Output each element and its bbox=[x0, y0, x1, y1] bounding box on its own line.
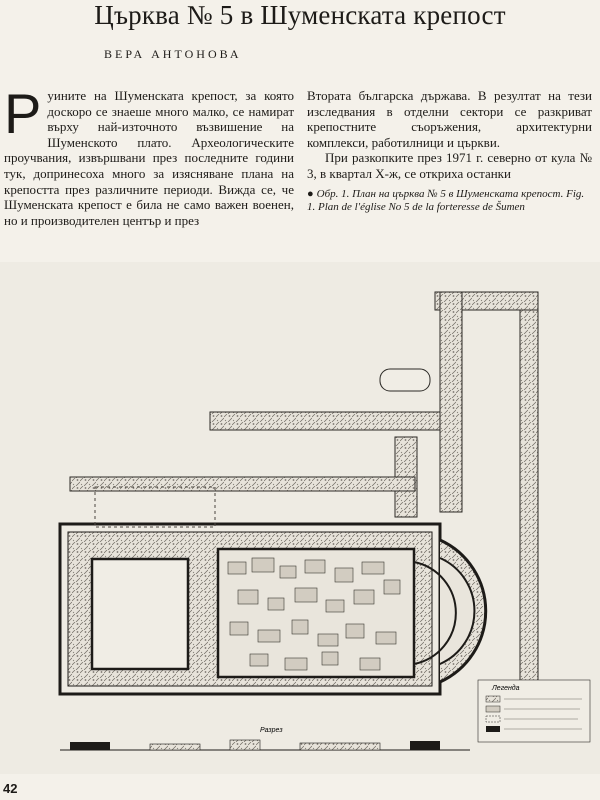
legend-title: Легенда bbox=[492, 685, 520, 692]
inner-east-wall bbox=[440, 292, 462, 512]
author-name: ВЕРА АНТОНОВА bbox=[104, 47, 242, 61]
plan-legend bbox=[478, 680, 590, 742]
drop-cap: Р bbox=[4, 82, 42, 145]
church-plan-figure bbox=[0, 262, 600, 774]
upper-courtyard-wall bbox=[70, 477, 415, 491]
right-column-paragraph-2: При разкопките през 1971 г. северно от кула № 3, в квартал Х-ж, се откриха останки bbox=[307, 150, 592, 181]
courtyard-outline bbox=[95, 487, 215, 527]
left-column bbox=[4, 82, 294, 228]
caption-text: Обр. 1. План на църква № 5 в Шуменската крепост. Fig. 1. Plan de l'église No 5 de la forteresse de Šumen bbox=[307, 188, 585, 213]
right-column bbox=[307, 88, 592, 182]
grave-outline bbox=[380, 369, 430, 391]
north-boundary-wall bbox=[210, 412, 460, 430]
section-label: Разрез bbox=[260, 727, 283, 734]
page-number: 42 bbox=[3, 781, 18, 796]
article-title: Църква № 5 в Шуменската крепост bbox=[94, 0, 506, 30]
narthex-room bbox=[92, 559, 188, 669]
left-column-text: уините на Шуменската крепост, за която доскоро се знаеше много малко, се намират върху най-източното възвишение на Шуменското плато. Археологическите проучвания, извършвани през последните години тук, допринесоха много за изясняване плана на крепостта през различните периоди. Вижда се, че Шуменската крепост е била не само важен военен, но и производителен център и през bbox=[4, 88, 294, 228]
caption-bullet-icon: ● bbox=[307, 188, 314, 200]
section-profile bbox=[60, 727, 470, 750]
church-plan-drawing bbox=[0, 262, 600, 774]
right-column-paragraph-1: Втората българска държава. В резултат на тези изследвания в отделни сектори се разкриват крепостните съоръжения, архитектурни комплекси, работилници и църкви. bbox=[307, 88, 592, 150]
figure-caption bbox=[307, 188, 592, 214]
east-enclosure-wall bbox=[520, 292, 538, 732]
